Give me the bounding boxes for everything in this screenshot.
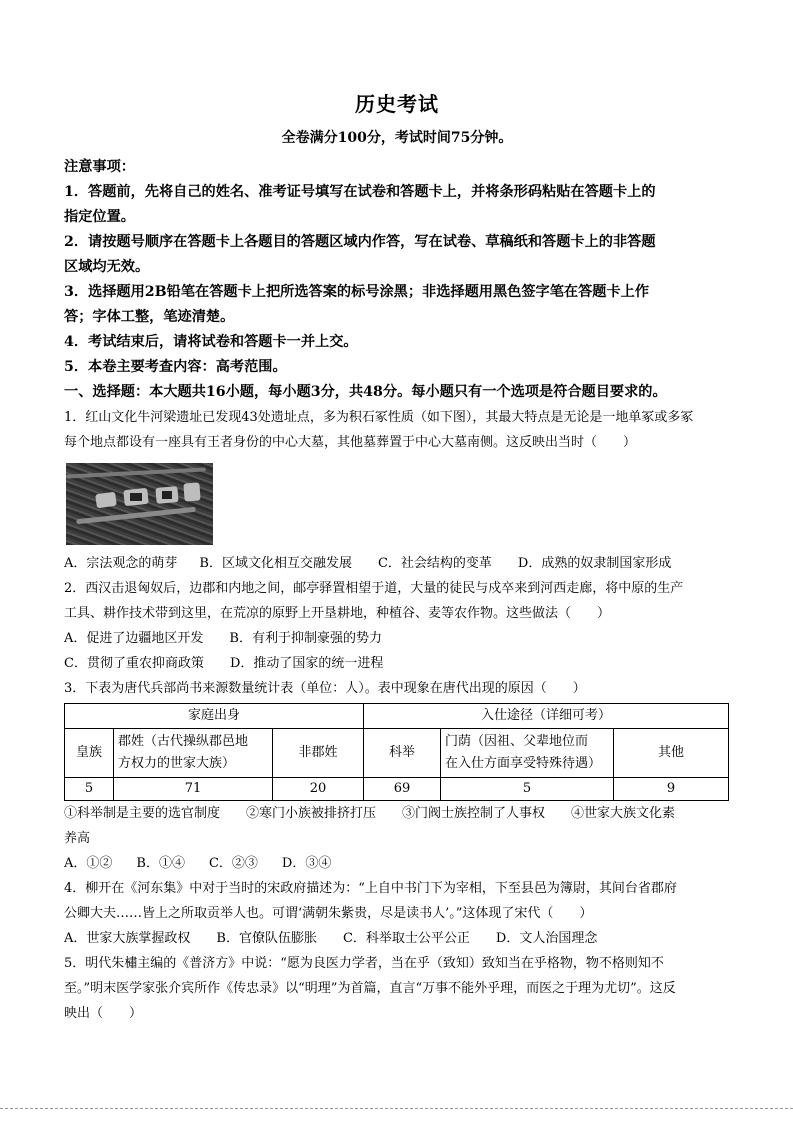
option-a[interactable]: A．宗法观念的萌芽 — [64, 556, 178, 571]
question-stem: 1．红山文化牛河梁遗址已发现43处遗址点，多为积石冢性质（如下图），其最大特点是无论是一地单冢或多冢 — [64, 410, 694, 425]
question-stem: 3．下表为唐代兵部尚书来源数量统计表（单位：人）。表中现象在唐代出现的原因（ ） — [64, 681, 586, 696]
options-row — [64, 926, 730, 951]
table-header-cell — [114, 729, 273, 778]
notes-section — [64, 155, 730, 380]
table-header-cell — [441, 729, 614, 778]
statistics-table — [64, 703, 729, 801]
question-stem: 映出（ ） — [64, 1006, 143, 1021]
notes-heading: 注意事项： — [64, 159, 135, 175]
header-line: 门荫（因祖、父辈地位而 — [445, 734, 589, 749]
table-header-cell: 非郡姓 — [273, 729, 364, 778]
header-line: 郡姓（古代操纵郡邑地 — [118, 734, 249, 749]
choice-statements: 养高 — [64, 831, 91, 846]
option-a[interactable]: A．①② — [64, 856, 113, 871]
table-group-header: 家庭出身 — [65, 704, 364, 729]
question-2 — [64, 576, 730, 676]
notes-item: 4．考试结束后，请将试卷和答题卡一并上交。 — [64, 334, 358, 350]
question-stem: 工具、耕作技术带到这里，在荒凉的原野上开垦耕地，种植谷、麦等农作物。这些做法（ ） — [64, 606, 611, 621]
option-c[interactable]: C．社会结构的变革 — [377, 556, 492, 571]
table-header-cell: 科举 — [364, 729, 441, 778]
option-a[interactable]: A．促进了边疆地区开发 — [64, 631, 204, 646]
options-row — [64, 851, 730, 876]
option-d[interactable]: D．文人治国理念 — [495, 931, 598, 946]
header-line: 方权力的世家大族） — [118, 756, 236, 771]
options-row — [64, 551, 730, 576]
option-c[interactable]: C．科举取士公平公正 — [342, 931, 470, 946]
table-cell: 9 — [614, 778, 729, 801]
table-group-header: 入仕途径（详细可考） — [364, 704, 729, 729]
question-stem: 4．柳开在《河东集》中对于当时的宋政府描述为：“上自中书门下为宰相，下至县邑为簿尉，其间台省郡府 — [64, 881, 677, 896]
question-stem: 5．明代朱橚主编的《普济方》中说：“愿为良医力学者，当在乎（致知）致知当在乎格物，物不格则知不 — [64, 956, 664, 971]
option-b[interactable]: B．①④ — [136, 856, 185, 871]
table-row — [65, 704, 729, 729]
question-4 — [64, 876, 730, 951]
notes-item: 答；字体工整，笔迹清楚。 — [64, 309, 235, 325]
option-d[interactable]: D．成熟的奴隶制国家形成 — [517, 556, 672, 571]
option-b[interactable]: B．官僚队伍膨胀 — [216, 931, 317, 946]
table-cell: 20 — [273, 778, 364, 801]
exam-page — [64, 88, 730, 1026]
page-bottom-divider — [0, 1108, 793, 1109]
header-line: 在入仕方面享受特殊待遇） — [445, 756, 602, 771]
question-stem: 每个地点都设有一座具有王者身份的中心大墓，其他墓葬置于中心大墓南侧。这反映出当时（ ） — [64, 435, 637, 450]
question-stem: 2．西汉击退匈奴后，边郡和内地之间，邮亭驿置相望于道，大量的徒民与戍卒来到河西走廊，将中原的生产 — [64, 581, 684, 596]
page-subtitle: 全卷满分100分，考试时间75分钟。 — [281, 130, 513, 146]
table-cell: 69 — [364, 778, 441, 801]
notes-item: 区域均无效。 — [64, 259, 150, 275]
table-row — [65, 778, 729, 801]
tomb-site-photo — [66, 463, 213, 545]
question-stem: 至。”明末医学家张介宾所作《传忠录》以“明理”为首篇，直言“万事不能外乎理，而医之于理为尤切”。这反 — [64, 981, 676, 996]
table-header-cell: 皇族 — [65, 729, 114, 778]
table-header-cell: 其他 — [614, 729, 729, 778]
option-d[interactable]: D．推动了国家的统一进程 — [229, 656, 384, 671]
notes-item: 3．选择题用2B铅笔在答题卡上把所选答案的标号涂黑；非选择题用黑色签字笔在答题卡上作 — [64, 284, 650, 300]
table-cell: 5 — [65, 778, 114, 801]
options-row — [64, 626, 730, 651]
section-heading: 一、选择题：本大题共16小题，每小题3分，共48分。每小题只有一个选项是符合题目要求的。 — [64, 384, 667, 400]
question-3 — [64, 676, 730, 876]
notes-item: 5．本卷主要考查内容：高考范围。 — [64, 359, 287, 375]
question-5 — [64, 951, 730, 1026]
option-b[interactable]: B．有利于抑制豪强的势力 — [229, 631, 382, 646]
page-title: 历史考试 — [355, 92, 439, 116]
notes-item: 指定位置。 — [64, 209, 135, 225]
choice-statements: ①科举制是主要的选官制度 ②寒门小族被排挤打压 ③门阀士族控制了人事权 ④世家大族文化素 — [64, 806, 676, 821]
table-cell: 5 — [441, 778, 614, 801]
option-b[interactable]: B．区域文化相互交融发展 — [199, 556, 352, 571]
option-a[interactable]: A．世家大族掌握政权 — [64, 931, 191, 946]
question-1 — [64, 405, 730, 576]
notes-item: 1．答题前，先将自己的姓名、准考证号填写在试卷和答题卡上，并将条形码粘贴在答题卡上的 — [64, 184, 656, 200]
option-d[interactable]: D．③④ — [281, 856, 332, 871]
question-stem: 公卿大夫……皆上之所取贡举人也。可谓‘满朝朱紫贵，尽是读书人’。”这体现了宋代（ ） — [64, 906, 593, 921]
options-row — [64, 651, 730, 676]
option-c[interactable]: C．②③ — [208, 856, 258, 871]
notes-item: 2．请按题号顺序在答题卡上各题目的答题区域内作答，写在试卷、草稿纸和答题卡上的非答题 — [64, 234, 656, 250]
table-cell: 71 — [114, 778, 273, 801]
option-c[interactable]: C．贯彻了重农抑商政策 — [64, 656, 204, 671]
table-row — [65, 729, 729, 778]
